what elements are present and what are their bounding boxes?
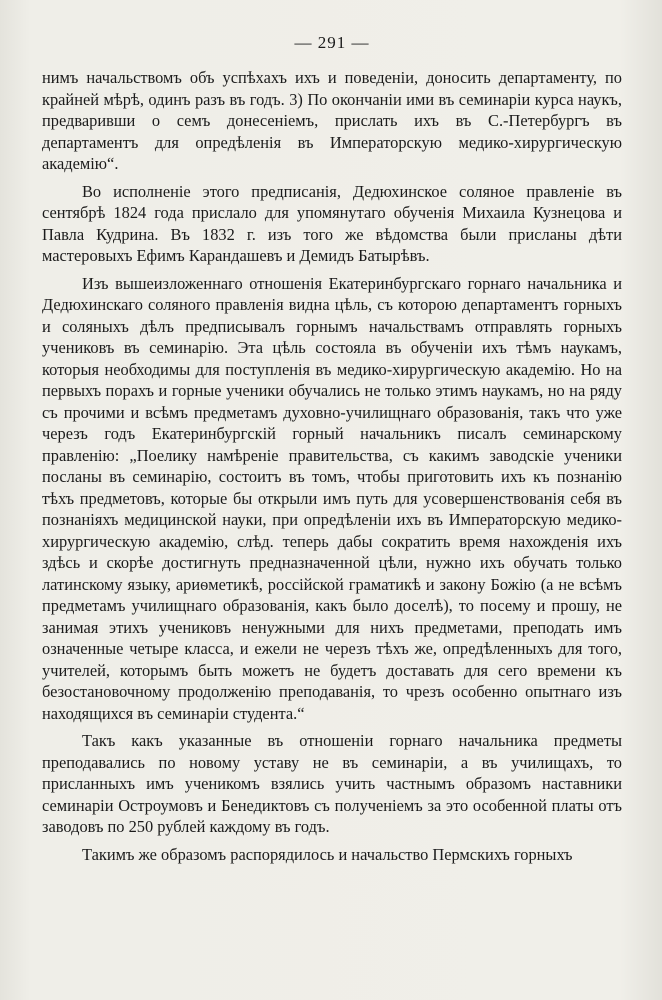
paragraph-continuation: нимъ начальствомъ объ успѣхахъ ихъ и поведеніи, доносить департаменту, по крайней мѣрѣ, одинъ разъ въ годъ. 3) По окончаніи ими въ семинаріи курса наукъ, предваривши о семъ донесеніемъ, прислать ихъ въ С.-Петербургъ въ департаментъ для опредѣленія въ Императорскую медико-хирургическую академію“. (42, 68, 622, 173)
paragraph-perm-authorities: Такимъ же образомъ распорядилось и начальство Пермскихъ горныхъ (82, 844, 573, 864)
paragraph-private-teaching: Такъ какъ указанные въ отношеніи горнаго начальника предметы преподавались по новому уставу не въ семинаріи, а въ училищахъ, то присланныхъ имъ ученикомъ взялись учить частнымъ образомъ наставники семинаріи Остроумовъ и Бенедиктовъ съ полученіемъ за это особенной платы отъ заводовъ по 250 рублей каждому въ годъ. (42, 731, 622, 836)
page-number: — 291 — (294, 33, 370, 52)
page-body (42, 67, 622, 865)
paragraph-salt-board: Во исполненіе этого предписанія, Дедюхинское соляное правленіе въ сентябрѣ 1824 года прислало для упомянутаго обученія Михаила Кузнецова и Павла Кудрина. Въ 1832 г. изъ того же вѣдомства были присланы дѣти мастеровыхъ Ефимъ Карандашевъ и Демидъ Батырѣвъ. (42, 181, 622, 265)
paragraph-mining-students: Изъ вышеизложеннаго отношенія Екатеринбургскаго горнаго начальника и Дедюхинскаго соляного правленія видна цѣль, съ которою департаментъ горныхъ и соляныхъ дѣлъ предписывалъ горнымъ начальствамъ отправлять горныхъ учениковъ въ семинарію. Эта цѣль состояла въ обученіи ихъ тѣмъ наукамъ, которыя необходимы для поступленія въ медико-хирургическую академію. Но на первыхъ порахъ и горные ученики обучались не только этимъ наукамъ, но на ряду съ прочими и всѣмъ предметамъ духовно-училищнаго образованія, такъ что уже черезъ годъ Екатеринбургскій горный начальникъ писалъ семинарскому правленію: „Поелику намѣреніе правительства, съ какимъ заводскіе ученики посланы въ семинарію, состоитъ въ томъ, чтобы приготовить ихъ къ познанію тѣхъ предметовъ, которые бы открыли имъ путь для усовершенствованія себя въ познаніяхъ медицинской науки, при опредѣленіи ихъ въ Императорскую медико-хирургическую академію, слѣд. теперь дабы сократить время нахожденія ихъ здѣсь и скорѣе достигнуть предназначенной цѣли, нужно ихъ обучать только латинскому языку, ариѳметикѣ, россійской граматикѣ и закону Божію (а не всѣмъ предметамъ училищнаго образованія, какъ было доселѣ), то посему и прошу, не занимая этихъ учениковъ ненужными для нихъ предметами, преподать имъ означенные четыре класса, и ежели не черезъ тѣхъ же, опредѣленныхъ для того, учителей, которымъ быть можетъ не будетъ доставать для сего времени къ безостановочному продолженію преподаванія, то чрезъ особенно опытнаго изъ находящихся въ семинаріи студента.“ (42, 273, 622, 723)
